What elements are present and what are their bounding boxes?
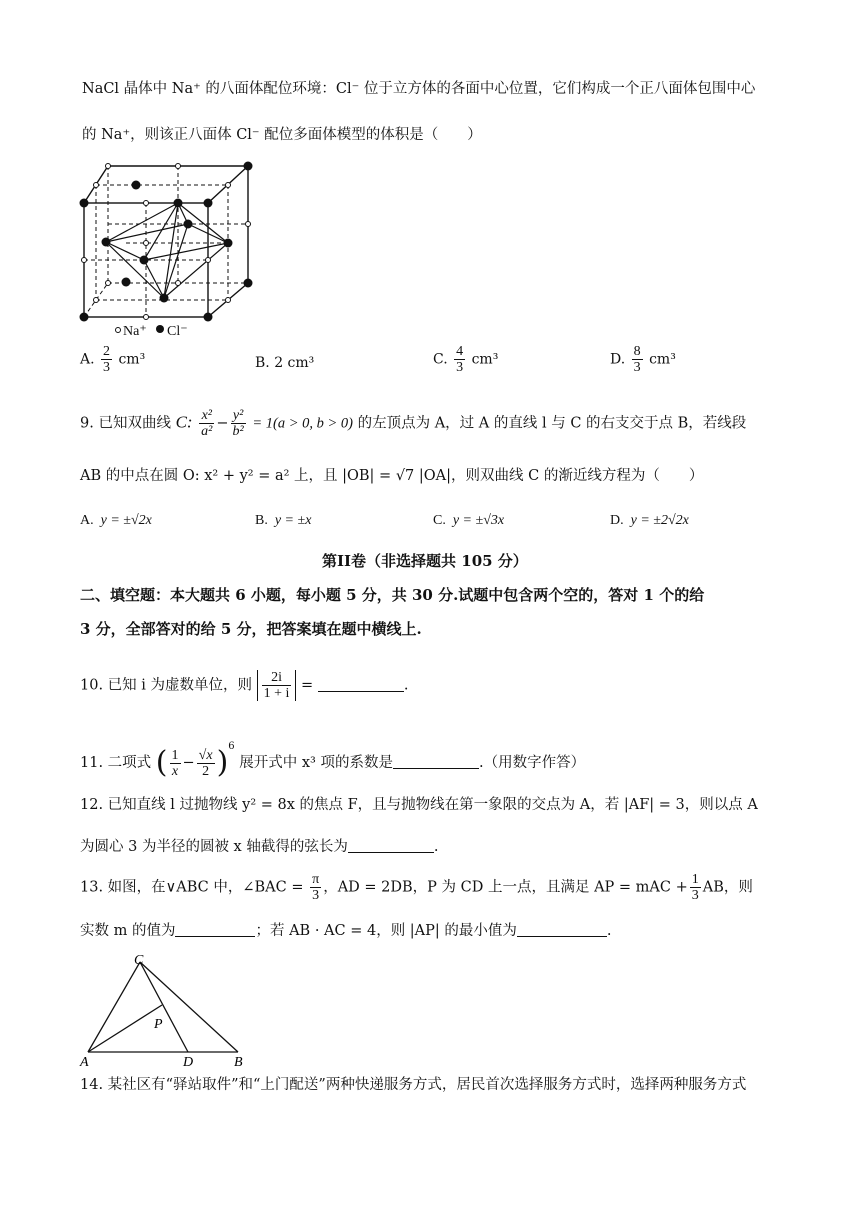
q9-option-c[interactable]: C. y = ±√3x: [433, 513, 505, 528]
q13-answer-blank-2[interactable]: [517, 922, 607, 937]
q13-line2: 实数 m 的值为 ；若 AB · AC = 4，则 |AP| 的最小值为 .: [80, 923, 612, 939]
q12-line1: 12. 已知直线 l 过抛物线 y² = 8x 的焦点 F，且与抛物线在第一象限的交点为 A，若 |AF| = 3，则以点 A: [80, 797, 758, 813]
q12-line2: 为圆心 3 为半径的圆被 x 轴截得的弦长为 .: [80, 839, 439, 855]
q8-option-a[interactable]: A. $\frac{2}{3}$ cm³: [80, 344, 146, 375]
q13-line1: 13. 如图，在∨ABC 中，∠BAC = $\frac{\pi}{3}$ ，AD = 2DB，P 为 CD 上一点，且满足 AP = mAC + $\frac{1}{3}$ AB，则: [80, 872, 753, 903]
label-p: P: [154, 1017, 163, 1032]
section-title: 第II卷（非选择题共 105 分）: [322, 552, 528, 570]
q10-answer-blank[interactable]: [318, 677, 404, 692]
q9-line1: 9. 已知双曲线 C: $\frac{\text{x²}}{\text{a²}}$ − $\frac{\text{y²}}{\text{b²}}$ = 1(a > 0, b > 0) 的左顶点为 A，过 A 的直线 l 与 C 的右支交于点 B，若线段: [80, 408, 747, 439]
q8-option-b[interactable]: B. 2 cm³: [255, 355, 315, 371]
section-heading-line1: 二、填空题：本大题共 6 小题，每小题 5 分，共 30 分.试题中包含两个空的，答对 1 个的给: [80, 586, 705, 604]
q8-line1: NaCl 晶体中 Na⁺ 的八面体配位环境：Cl⁻ 位于立方体的各面中心位置，它们构成一个正八面体包围中心: [82, 81, 756, 97]
q13-answer-blank-1[interactable]: [175, 922, 255, 937]
q14-line1: 14. 某社区有“驿站取件”和“上门配送”两种快递服务方式，居民首次选择服务方式时，选择两种服务方式: [80, 1077, 747, 1093]
q8-line2: 的 Na⁺，则该正八面体 Cl⁻ 配位多面体模型的体积是（ ）: [82, 127, 482, 143]
label-c: C: [134, 953, 144, 968]
q12-answer-blank[interactable]: [348, 838, 434, 853]
q11-answer-blank[interactable]: [393, 754, 479, 769]
section-heading-line2: 3 分，全部答对的给 5 分，把答案填在题中横线上.: [80, 620, 422, 638]
q9-option-d[interactable]: D. y = ±2√2x: [610, 513, 689, 528]
q9-line2: AB 的中点在圆 O: x² + y² = a² 上，且 |OB| = √7 |OA|，则双曲线 C 的渐近线方程为（ ）: [80, 468, 704, 484]
nacl-crystal-diagram: [76, 158, 256, 340]
label-b: B: [234, 1055, 243, 1070]
triangle-diagram: [76, 950, 256, 1072]
q8-option-d[interactable]: D. $\frac{8}{3}$ cm³: [610, 344, 676, 375]
q11-line: 11. 二项式 ( $\frac{1}{x}$ − $\frac{√x}{2}$ )$^6$ 展开式中 x³ 项的系数是 .（用数字作答）: [80, 741, 586, 780]
q9-option-a[interactable]: A. y = ±√2x: [80, 513, 152, 528]
label-a: A: [80, 1055, 89, 1070]
legend-cl: Cl⁻: [167, 324, 188, 339]
q8-option-c[interactable]: C. $\frac{4}{3}$ cm³: [433, 344, 499, 375]
q9-option-b[interactable]: B. y = ±x: [255, 513, 312, 528]
q10-line: 10. 已知 i 为虚数单位，则 $\frac{2i}{1 + i}$ = .: [80, 670, 409, 701]
label-d: D: [183, 1055, 194, 1070]
legend-na: Na⁺: [123, 324, 147, 339]
